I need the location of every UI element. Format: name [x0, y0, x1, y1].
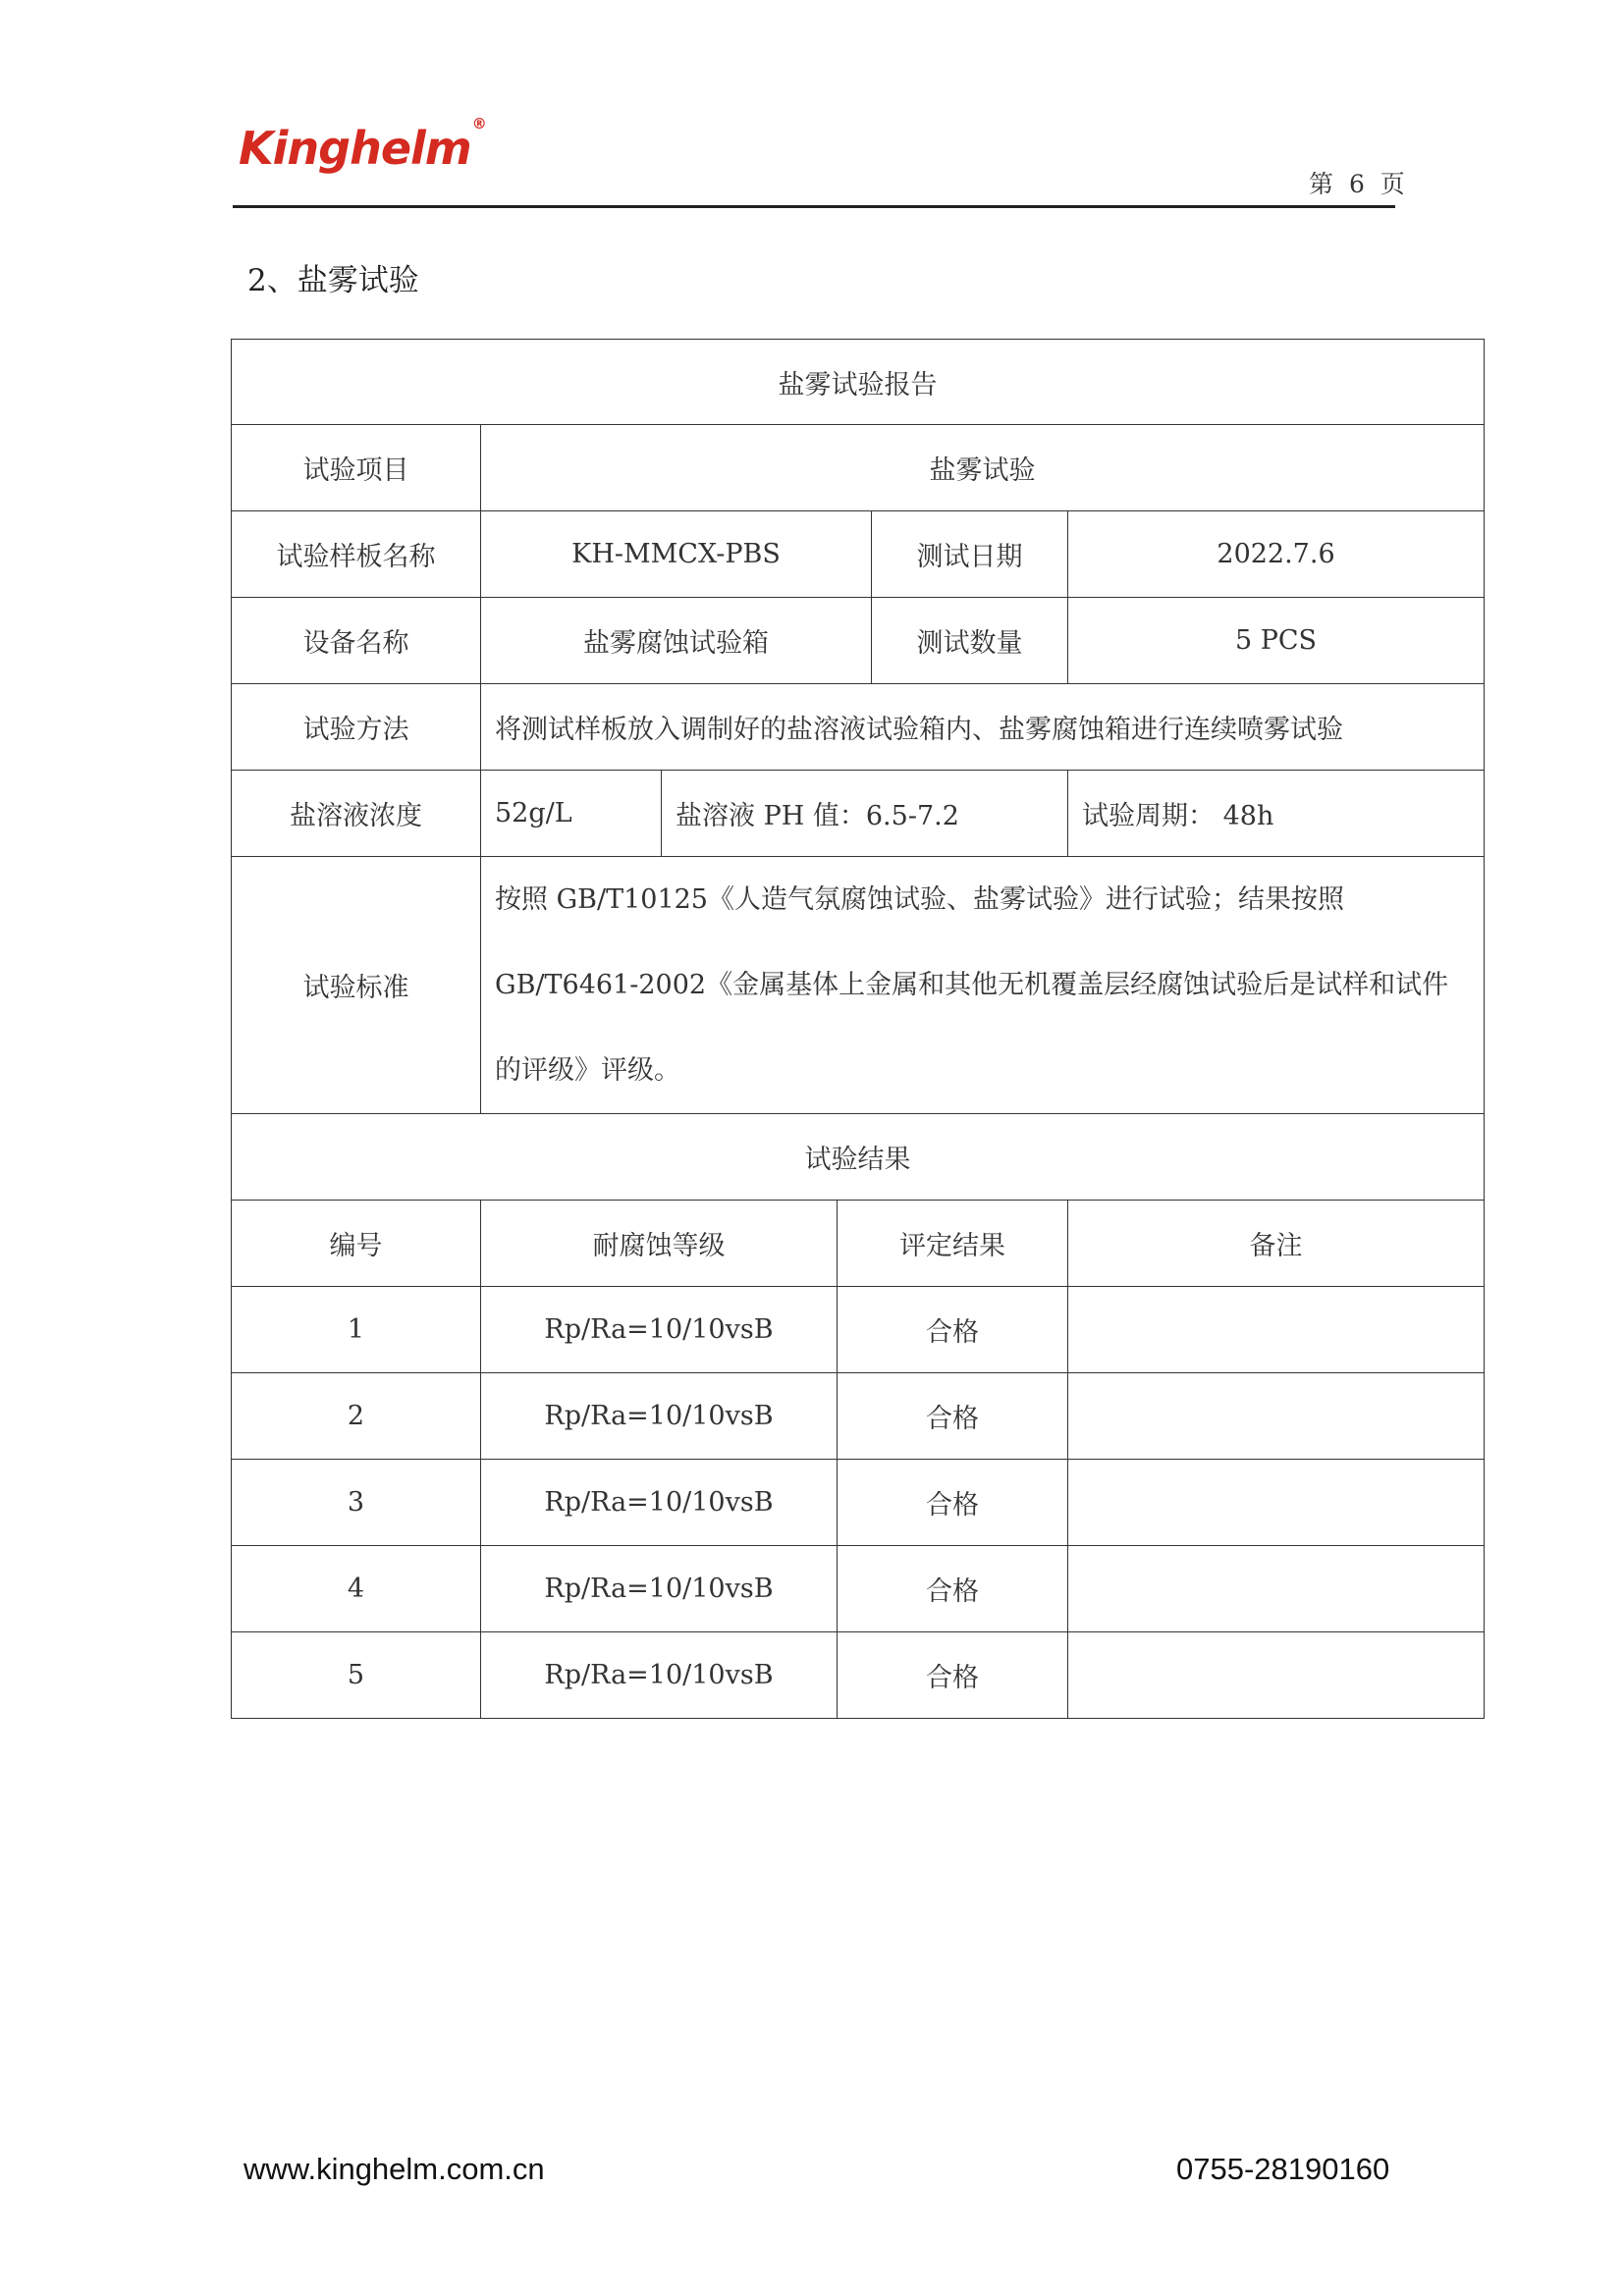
section-title: 2、盐雾试验 [247, 263, 419, 298]
footer-phone: 0755-28190160 [1176, 2152, 1390, 2186]
table-row [232, 1632, 1485, 1719]
row-grade: Rp/Ra=10/10vsB [481, 1287, 838, 1373]
test-item-label: 试验项目 [232, 425, 481, 511]
column-header-no: 编号 [232, 1201, 481, 1287]
table-row [232, 1373, 1485, 1460]
row-grade: Rp/Ra=10/10vsB [481, 1546, 838, 1632]
equipment-value: 盐雾腐蚀试验箱 [481, 598, 872, 684]
row-remark [1068, 1287, 1485, 1373]
row-number: 4 [232, 1546, 481, 1632]
results-title: 试验结果 [232, 1114, 1485, 1201]
ph-value: 盐溶液 PH 值：6.5-7.2 [662, 771, 1068, 857]
standard-value: 按照 GB/T10125《人造气氛腐蚀试验、盐雾试验》进行试验；结果按照 GB/T6461-2002《金属基体上金属和其他无机覆盖层经腐蚀试验后是试样和试件的评级》评级。 [481, 857, 1485, 1114]
period-value: 试验周期： 48h [1068, 771, 1485, 857]
sample-name-value: KH-MMCX-PBS [481, 511, 872, 598]
table-row [232, 1287, 1485, 1373]
row-remark [1068, 1632, 1485, 1719]
equipment-label: 设备名称 [232, 598, 481, 684]
report-title: 盐雾试验报告 [232, 340, 1485, 425]
row-result: 合格 [838, 1373, 1068, 1460]
sample-name-label: 试验样板名称 [232, 511, 481, 598]
method-label: 试验方法 [232, 684, 481, 771]
column-header-remark: 备注 [1068, 1201, 1485, 1287]
test-item-value: 盐雾试验 [481, 425, 1485, 511]
row-result: 合格 [838, 1287, 1068, 1373]
row-grade: Rp/Ra=10/10vsB [481, 1460, 838, 1546]
row-number: 5 [232, 1632, 481, 1719]
salt-spray-report-table [231, 339, 1485, 1719]
row-result: 合格 [838, 1460, 1068, 1546]
test-date-label: 测试日期 [872, 511, 1068, 598]
row-number: 2 [232, 1373, 481, 1460]
concentration-label: 盐溶液浓度 [232, 771, 481, 857]
registered-mark: ® [471, 114, 486, 133]
quantity-value: 5 PCS [1068, 598, 1485, 684]
row-number: 1 [232, 1287, 481, 1373]
logo-text: Kinghelm [239, 122, 471, 175]
row-number: 3 [232, 1460, 481, 1546]
column-header-grade: 耐腐蚀等级 [481, 1201, 838, 1287]
quantity-label: 测试数量 [872, 598, 1068, 684]
method-value: 将测试样板放入调制好的盐溶液试验箱内、盐雾腐蚀箱进行连续喷雾试验 [481, 684, 1485, 771]
page-number: 第 6 页 [1309, 170, 1409, 198]
kinghelm-logo [239, 114, 486, 175]
row-result: 合格 [838, 1632, 1068, 1719]
test-date-value: 2022.7.6 [1068, 511, 1485, 598]
concentration-value: 52g/L [481, 771, 662, 857]
row-remark [1068, 1546, 1485, 1632]
row-grade: Rp/Ra=10/10vsB [481, 1632, 838, 1719]
table-row [232, 1460, 1485, 1546]
row-remark [1068, 1460, 1485, 1546]
row-grade: Rp/Ra=10/10vsB [481, 1373, 838, 1460]
header-divider [233, 205, 1395, 208]
table-row [232, 1546, 1485, 1632]
footer-website: www.kinghelm.com.cn [243, 2152, 545, 2186]
standard-label: 试验标准 [232, 857, 481, 1114]
row-remark [1068, 1373, 1485, 1460]
column-header-result: 评定结果 [838, 1201, 1068, 1287]
row-result: 合格 [838, 1546, 1068, 1632]
